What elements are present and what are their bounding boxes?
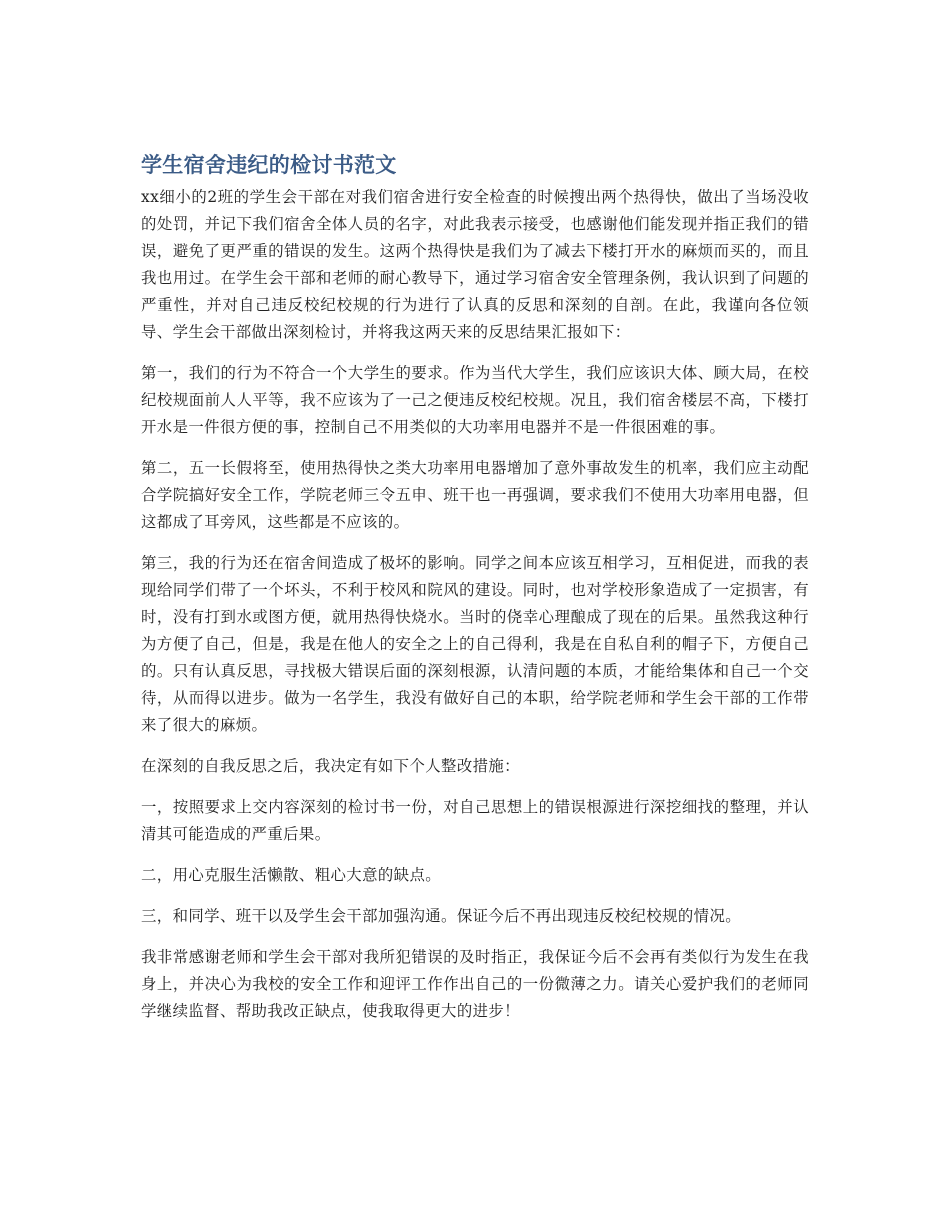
point-two-paragraph: 第二，五一长假将至，使用热得快之类大功率用电器增加了意外事故发生的机率，我们应主动配合学院搞好安全工作，学院老师三令五申、班干也一再强调，要求我们不使用大功率用电器，但这都成了耳旁风，这些都是不应该的。 xyxy=(141,459,809,531)
measure-three-paragraph: 三，和同学、班干以及学生会干部加强沟通。保证今后不再出现违反校纪校规的情况。 xyxy=(141,907,742,925)
measure-two-paragraph: 二，用心克服生活懒散、粗心大意的缺点。 xyxy=(141,866,442,884)
document-body xyxy=(141,150,809,1039)
measures-intro-paragraph: 在深刻的自我反思之后，我决定有如下个人整改措施： xyxy=(141,757,520,775)
intro-paragraph: xx细小的2班的学生会干部在对我们宿舍进行安全检查的时候搜出两个热得快，做出了当场没收的处罚，并记下我们宿舍全体人员的名字，对此我表示接受，也感谢他们能发现并指正我们的错误，避免了更严重的错误的发生。这两个热得快是我们为了减去下楼打开水的麻烦而买的，而且我也用过。在学生会干部和老师的耐心教导下，通过学习宿舍安全管理条例，我认识到了问题的严重性，并对自己违反校纪校规的行为进行了认真的反思和深刻的自剖。在此，我谨向各位领导、学生会干部做出深刻检讨，并将我这两天来的反思结果汇报如下： xyxy=(141,188,809,341)
closing-paragraph: 我非常感谢老师和学生会干部对我所犯错误的及时指正，我保证今后不会再有类似行为发生在我身上，并决心为我校的安全工作和迎评工作作出自己的一份微薄之力。请关心爱护我们的老师同学继续监督、帮助我改正缺点，使我取得更大的进步！ xyxy=(141,948,809,1020)
measure-one-paragraph: 一，按照要求上交内容深刻的检讨书一份，对自己思想上的错误根源进行深挖细找的整理，并认清其可能造成的严重后果。 xyxy=(141,798,809,843)
point-three-paragraph: 第三，我的行为还在宿舍间造成了极坏的影响。同学之间本应该互相学习，互相促进，而我的表现给同学们带了一个坏头，不利于校风和院风的建设。同时，也对学校形象造成了一定损害，有时，没有打到水或图方便，就用热得快烧水。当时的侥幸心理酿成了现在的后果。虽然我这种行为方便了自己，但是，我是在他人的安全之上的自己得利，我是在自私自利的帽子下，方便自己的。只有认真反思，寻找极大错误后面的深刻根源，认清问题的本质，才能给集体和自己一个交待，从而得以进步。做为一名学生，我没有做好自己的本职，给学院老师和学生会干部的工作带来了很大的麻烦。 xyxy=(141,554,809,734)
document-title: 学生宿舍违纪的检讨书范文 xyxy=(141,153,397,177)
point-one-paragraph: 第一，我们的行为不符合一个大学生的要求。作为当代大学生，我们应该识大体、顾大局，在校纪校规面前人人平等，我不应该为了一己之便违反校纪校规。况且，我们宿舍楼层不高，下楼打开水是一件很方便的事，控制自己不用类似的大功率用电器并不是一件很困难的事。 xyxy=(141,364,809,436)
